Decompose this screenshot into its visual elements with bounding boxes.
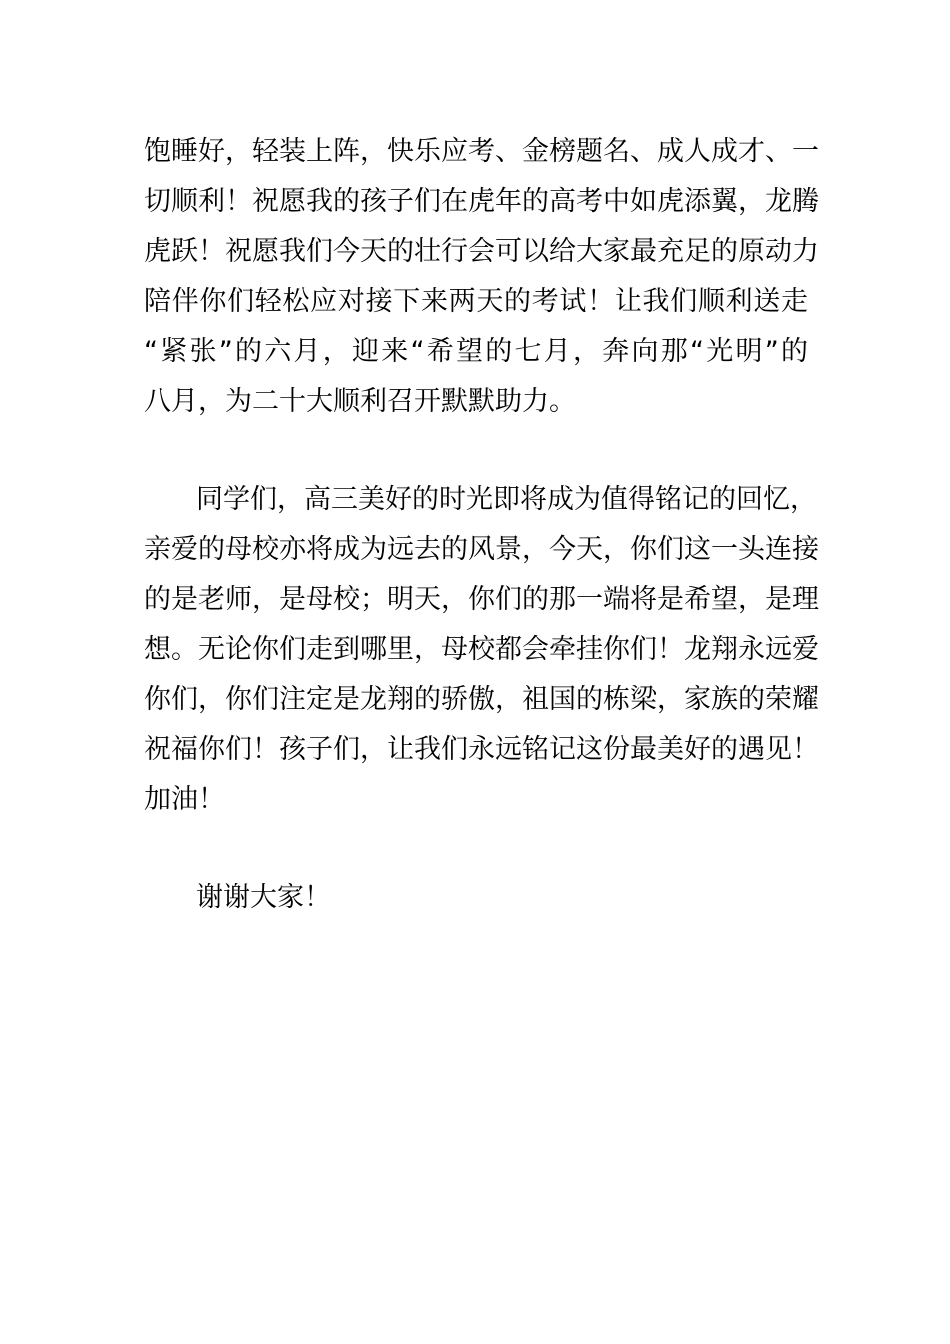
paragraph-1-line-5: “紧张”的六月，迎来“希望的七月，奔向那“光明”的 [144, 336, 808, 367]
paragraph-1-line-1: 饱睡好，轻装上阵，快乐应考、金榜题名、成人成才、一 [144, 136, 819, 167]
paragraph-2-line-6: 祝福你们！孩子们，让我们永远铭记这份最美好的遇见！ [144, 734, 819, 765]
paragraph-2-line-2: 亲爱的母校亦将成为远去的风景，今天，你们这一头连接 [144, 534, 819, 565]
paragraph-1-line-4: 陪伴你们轻松应对接下来两天的考试！让我们顺利送走 [144, 286, 808, 317]
paragraph-1-line-2: 切顺利！祝愿我的孩子们在虎年的高考中如虎添翼，龙腾 [144, 186, 819, 217]
paragraph-2-line-5: 你们，你们注定是龙翔的骄傲，祖国的栋梁，家族的荣耀 [144, 684, 819, 715]
paragraph-2-line-7: 加油！ [144, 784, 225, 815]
paragraph-2-line-4: 想。无论你们走到哪里，母校都会牵挂你们！龙翔永远爱 [144, 634, 819, 665]
closing-line: 谢谢大家！ [196, 882, 331, 913]
paragraph-1-line-6: 八月，为二十大顺利召开默默助力。 [144, 386, 576, 417]
paragraph-1-line-3: 虎跃！祝愿我们今天的壮行会可以给大家最充足的原动力 [144, 236, 819, 267]
paragraph-2-line-3: 的是老师，是母校；明天，你们的那一端将是希望，是理 [144, 584, 819, 615]
paragraph-2-line-1: 同学们，高三美好的时光即将成为值得铭记的回忆， [196, 484, 817, 515]
